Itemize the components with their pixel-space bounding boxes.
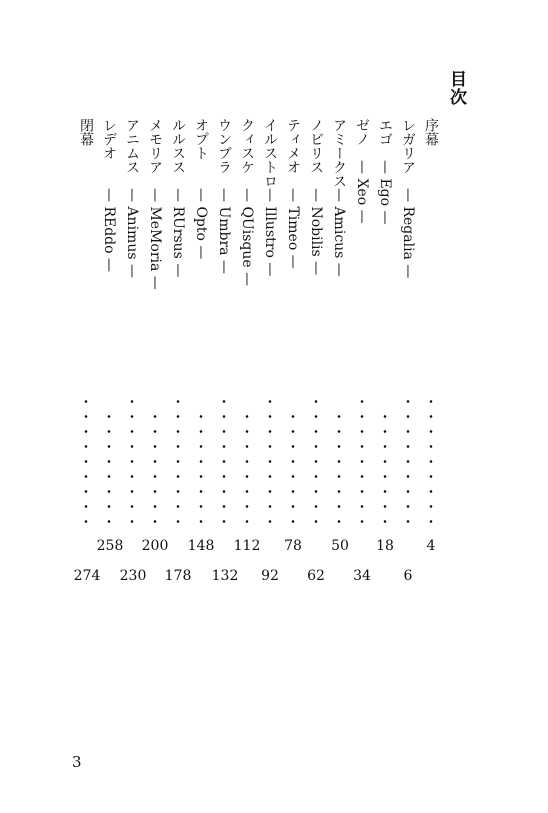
entry-title: 閉幕 <box>78 118 94 146</box>
entry-page-number: 258 <box>96 538 124 554</box>
entry-page-number: 78 <box>284 538 302 554</box>
entry-page-number: 148 <box>187 538 215 554</box>
entry-subtitle: — REddo — <box>101 188 117 273</box>
entry-subtitle: — Ego — <box>377 160 393 225</box>
entry-subtitle: — Illustro — <box>262 188 278 277</box>
entry-title: イルストロ <box>262 118 278 188</box>
entry-page-number: 200 <box>141 538 169 554</box>
entry-subtitle: — Xeo — <box>354 160 370 224</box>
entry-subtitle: — MeMoria — <box>147 188 163 290</box>
entry-page-number: 132 <box>211 568 239 584</box>
entry-page-number: 274 <box>73 568 101 584</box>
entry-page-number: 50 <box>331 538 349 554</box>
leader-dots <box>130 394 134 528</box>
entry-subtitle: — Opto — <box>193 188 209 260</box>
leader-dots <box>199 409 203 528</box>
leader-dots <box>291 409 295 528</box>
leader-dots <box>222 394 226 528</box>
leader-dots <box>337 409 341 528</box>
entry-subtitle: — Timeo — <box>285 188 301 269</box>
page-number: 3 <box>72 753 82 771</box>
leader-dots <box>176 394 180 528</box>
leader-dots <box>406 394 410 528</box>
entry-page-number: 18 <box>376 538 394 554</box>
entry-subtitle: — Nobilis — <box>308 188 324 276</box>
entry-page-number: 62 <box>307 568 325 584</box>
leader-dots <box>360 394 364 528</box>
entry-title: アニムス <box>124 118 140 174</box>
entry-page-number: 6 <box>403 568 413 584</box>
entry-title: ルルスス <box>170 118 186 174</box>
entry-subtitle: — Amicus — <box>331 188 347 277</box>
entry-subtitle: — Animus — <box>124 188 140 278</box>
leader-dots <box>153 409 157 528</box>
entry-subtitle: — QUisque — <box>239 188 255 287</box>
entry-title: レガリア <box>400 118 416 174</box>
entry-title: オプト <box>193 118 209 160</box>
entry-title: アミークス <box>331 118 347 188</box>
entry-page-number: 4 <box>426 538 436 554</box>
entry-title: クィスケ <box>239 118 255 174</box>
entry-title: エゴ <box>377 118 393 146</box>
entry-subtitle: — RUrsus — <box>170 188 186 278</box>
entry-page-number: 112 <box>233 538 261 554</box>
entry-page-number: 178 <box>164 568 192 584</box>
entry-page-number: 230 <box>119 568 147 584</box>
entry-subtitle: — Umbra — <box>216 188 232 274</box>
entry-title: 序幕 <box>423 118 439 146</box>
leader-dots <box>383 409 387 528</box>
entry-title: ゼノ <box>354 118 370 146</box>
entry-title: ウンブラ <box>216 118 232 174</box>
entry-subtitle: — Regalia — <box>400 188 416 279</box>
leader-dots <box>268 394 272 528</box>
entry-title: メモリア <box>147 118 163 174</box>
leader-dots <box>429 394 433 528</box>
entry-page-number: 92 <box>261 568 279 584</box>
entry-title: レデオ <box>101 118 117 160</box>
toc-title: 目次 <box>446 70 466 106</box>
leader-dots <box>84 394 88 528</box>
entry-title: ノビリス <box>308 118 324 174</box>
leader-dots <box>107 409 111 528</box>
leader-dots <box>245 409 249 528</box>
entry-page-number: 34 <box>353 568 371 584</box>
entry-title: ティメオ <box>285 118 301 174</box>
leader-dots <box>314 394 318 528</box>
